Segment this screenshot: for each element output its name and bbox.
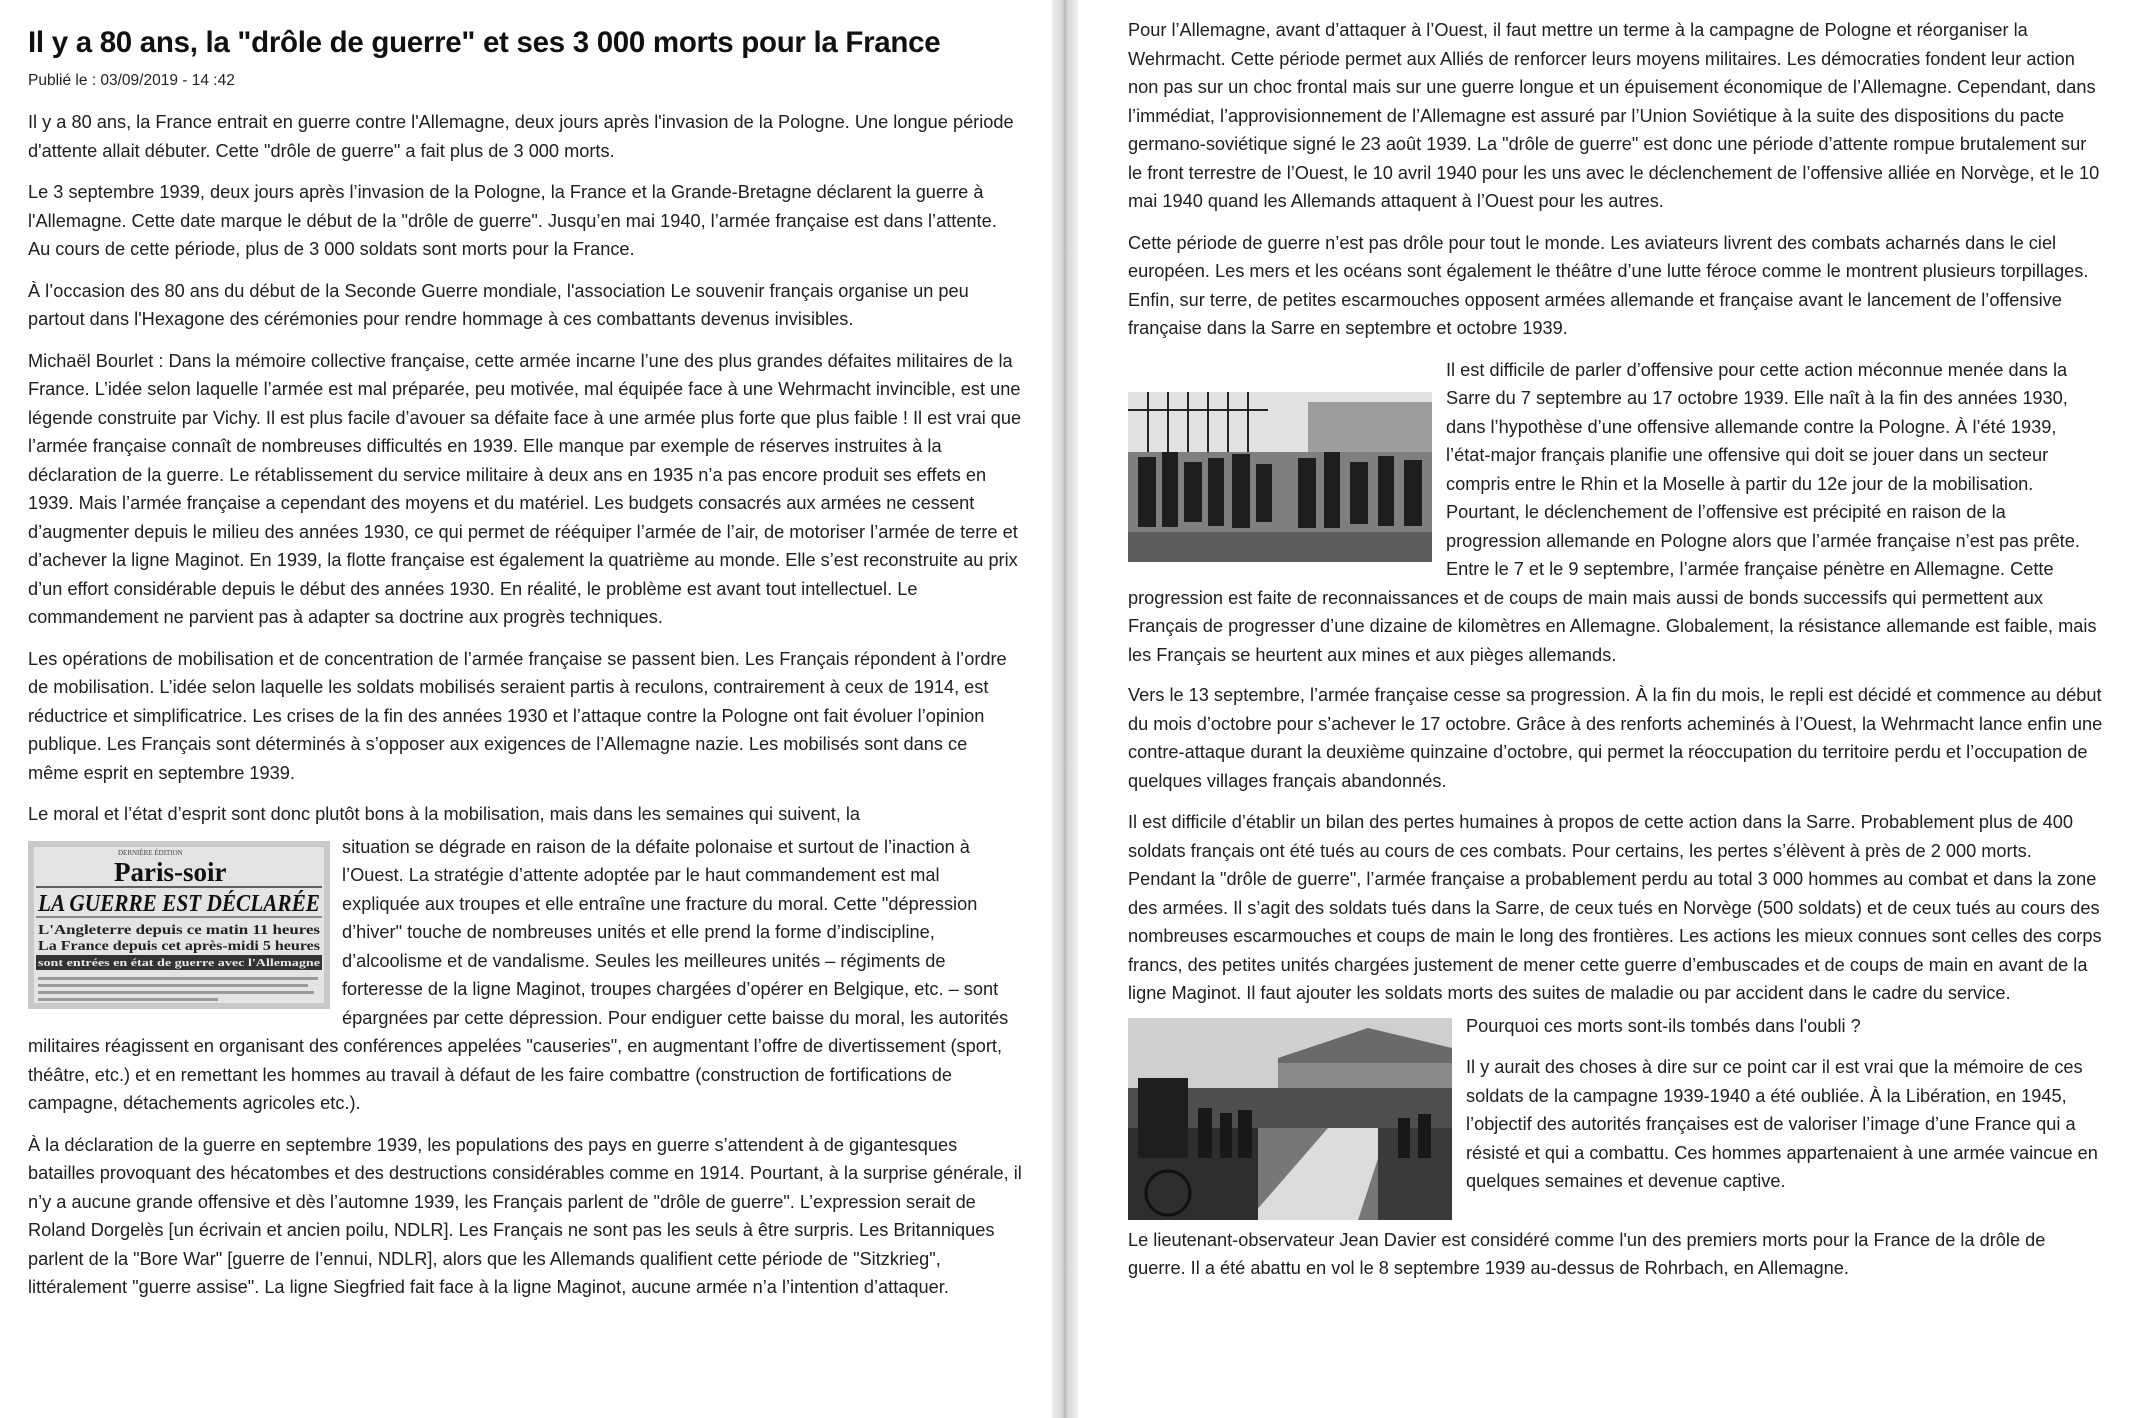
paragraph: Le 3 septembre 1939, deux jours après l’invasion de la Pologne, la France et la Grande-Bretagne déclarent la guerre à l'Allemagne. Cette date marque le début de la "drôle de guerre". Jusqu’en mai 1940, l’armée française est dans l’attente. Au cours de cette période, plus de 3 000 soldats sont morts pour la France. <box>28 182 997 259</box>
paragraph: À la déclaration de la guerre en septembre 1939, les populations des pays en guerre s’attendent à de gigantesques batailles provoquant des hécatombes et des destructions considérables comme en 1914. Pourtant, à la surprise générale, il n’y a aucune grande offensive et dès l’automne 1939, les Français parlent de "drôle de guerre". L’expression serait de Roland Dorgelès [un écrivain et ancien poilu, NDLR]. Les Français ne sont pas les seuls à être surpris. Les Britanniques parlent de la "Bore War" [guerre de l’ennui, NDLR], alors que les Allemands qualifient cette période de "Sitzkrieg", littéralement "guerre assise". La ligne Siegfried fait face à la ligne Maginot, aucune armée n’a l’intention d’attaquer. <box>28 1134 1022 1297</box>
paragraph: Le lieutenant-observateur Jean Davier est considéré comme l'un des premiers morts pour la France de la drôle de guerre. Il a été abattu en vol le 8 septembre 1939 au-dessus de Rohrbach, en Allemagne. <box>1128 1229 2046 1278</box>
publication-date: Publié le : 03/09/2019 - 14 :42 <box>28 72 235 89</box>
paragraph: Il y aurait des choses à dire sur ce point car il est vrai que la mémoire de ces soldats de la campagne 1939-1940 a été oubliée. À la Libération, en 1945, l’objectif des autorités françaises est de valoriser l’image d’une France qui a résisté et qui a combattu. Ces hommes appartenaient à une armée vaincue en quelques semaines et devenue captive. <box>1466 1057 2098 1191</box>
paragraph: Le moral et l’état d’esprit sont donc plutôt bons à la mobilisation, mais dans les semaines qui suivent, la <box>28 804 861 824</box>
right-page <box>1078 0 2136 1418</box>
paragraph: Il y a 80 ans, la France entrait en guerre contre l'Allemagne, deux jours après l'invasion de la Pologne. Une longue période d'attente allait débuter. Cette "drôle de guerre" a fait plus de 3 000 morts. <box>28 112 1014 161</box>
paragraph: Cette période de guerre n’est pas drôle pour tout le monde. Les aviateurs livrent des combats acharnés dans le ciel européen. Les mers et les océans sont également le théâtre d’une lutte féroce comme le montrent plusieurs torpillages. Enfin, sur terre, de petites escarmouches opposent armées allemande et française avant le lancement de l’offensive française dans la Sarre en septembre et octobre 1939. <box>1128 232 2089 338</box>
newspaper-edition: DERNIÈRE ÉDITION <box>118 848 183 857</box>
left-page <box>0 0 1052 1418</box>
paragraph: Il est difficile d’établir un bilan des pertes humaines à propos de cette action dans la Sarre. Probablement plus de 400 soldats français ont été tués au cours de ces combats. Pour certains, les pertes s’élèvent à près de 2 000 morts. Pendant la "drôle de guerre", l’armée française a probablement perdu au total 3 000 hommes au combat et dans la zone des armées. Il s’agit des soldats tués dans la Sarre, de ceux tués en Norvège (500 soldats) et de ceux tués au cours des nombreuses escarmouches et coups de main le long des frontières. Les actions les mieux connues sont celles des corps francs, des petites unités chargées justement de mener cette guerre d’embuscades et de coups de main en avant de la ligne Maginot. Il faut ajouter les soldats morts des suites de maladie ou par accident dans le cadre du service. <box>1128 812 2102 1003</box>
newspaper-headline: LA GUERRE EST DÉCLARÉE <box>37 890 321 917</box>
paragraph: Vers le 13 septembre, l’armée française cesse sa progression. À la fin du mois, le repli est décidé et commence au début du mois d’octobre pour s’achever le 17 octobre. Grâce à des renforts acheminés à l’Ouest, la Wehrmacht lance enfin une contre-attaque durant la deuxième quinzaine d’octobre, qui permet la réoccupation du territoire perdu et l’occupation de quelques villages français abandonnés. <box>1128 685 2103 791</box>
paragraph: Les opérations de mobilisation et de concentration de l’armée française se passent bien. Les Français répondent à l’ordre de mobilisation. L’idée selon laquelle les soldats mobilisés seraient partis à reculons, contrairement à ceux de 1914, est réductrice et simplificatrice. Les crises de la fin des années 1930 et l’attaque contre la Pologne ont fait évoluer l’opinion publique. Les Français sont déterminés à s’opposer aux exigences de l’Allemagne nazie. Les mobilisés sont dans ce même esprit en septembre 1939. <box>28 648 1007 783</box>
newspaper-masthead: Paris-soir <box>114 856 227 887</box>
newspaper-front-page-image <box>28 841 330 1009</box>
page-gutter <box>1052 0 1078 1418</box>
paragraph: Pourquoi ces morts sont-ils tombés dans l'oubli ? <box>1466 1015 1861 1036</box>
article-title: Il y a 80 ans, la "drôle de guerre" et ses 3 000 morts pour la France <box>28 26 941 59</box>
paragraph: Pour l’Allemagne, avant d’attaquer à l’Ouest, il faut mettre un terme à la campagne de Pologne et réorganiser la Wehrmacht. Cette période permet aux Alliés de renforcer leurs moyens militaires. Les démocraties fondent leur action non pas sur un choc frontal mais sur une guerre longue et un épuisement économique de l’Allemagne. Cependant, dans l’immédiat, l’approvisionnement de l’Allemagne est assuré par l’Union Soviétique à la suite des dispositions du pacte germano-soviétique signé le 23 août 1939. La "drôle de guerre" est donc une période d’attente rompue brutalement sur le front terrestre de l’Ouest, le 10 avril 1940 pour les uns avec le déclenchement de l’offensive alliée en Norvège, et le 10 mai 1940 quand les Allemands attaquent à l’Ouest pour les autres. <box>1128 20 2100 211</box>
newspaper-line-3: sont entrées en état de guerre avec l'Allemagne <box>38 956 321 969</box>
paragraph: Il est difficile de parler d’offensive pour cette action méconnue menée dans la Sarre du 7 septembre au 17 octobre 1939. Elle naît à la fin des années 1930, dans l’hypothèse d’une offensive allemande contre la Pologne. À l’été 1939, l’état-major français planifie une offensive qui doit se jouer dans un secteur compris entre le Rhin et la Moselle à partir du 12e jour de la mobilisation. Pourtant, le déclenchement de l’offensive est précipité en raison de la progression allemande en Pologne alors que l’armée française n’est pas prête. Entre le 7 et le 9 septembre, l’armée française pénètre en Allemagne. Cette progression est faite de reconnaissances et de coups de main mais aussi de bonds successifs qui permettent aux Français de progresser d’une dizaine de kilomètres en Allemagne. Globalement, la résistance allemande est faible, mais les Français se heurtent aux mines et aux pièges allemands. <box>1128 359 2097 665</box>
paragraph: Michaël Bourlet : Dans la mémoire collective française, cette armée incarne l’une des plus grandes défaites militaires de la France. L’idée selon laquelle l’armée est mal préparée, peu motivée, mal équipée face à une Wehrmacht invincible, est une légende construite par Vichy. Il est plus facile d’avouer sa défaite face à une armée plus forte que plus faible ! Il est vrai que l’armée française connaît de nombreuses difficultés en 1939. Elle manque par exemple de réserves instruites à la déclaration de la guerre. Le rétablissement du service militaire à deux ans en 1935 n’a pas encore produit ses effets en 1939. Mais l’armée française a cependant des moyens et du matériel. Les budgets consacrés aux armées ne cessent d’augmenter depuis le milieu des années 1930, ce qui permet de rééquiper l’armée de l’air, de motoriser l’armée de terre et d’achever la ligne Maginot. En 1939, la flotte française est également la quatrième au monde. Elle s’est reconstruite au prix d’un effort considérable depuis le début des années 1930. En réalité, le problème est avant tout intellectuel. Le commandement ne parvient pas à adapter sa doctrine aux progrès techniques. <box>28 350 1022 627</box>
soldiers-column-photo <box>1128 1018 1452 1220</box>
newspaper-line-1: L'Angleterre depuis ce matin 11 heures <box>38 922 321 938</box>
paragraph: situation se dégrade en raison de la défaite polonaise et surtout de l’inaction à l’Ouest. La stratégie d’attente adoptée par le haut commandement est mal expliquée aux troupes et elle entraîne une fracture du moral. Cette "dépression d’hiver" touche de nombreuses unités et elle prend la forme d’indiscipline, d’alcoolisme et de vandalisme. Seules les meilleures unités – régiments de forteresse de la ligne Maginot, troupes chargées d’opérer en Belgique, etc. – sont épargnées par cette dépression. Pour endiguer cette baisse du moral, les autorités militaires réagissent en organisant des conférences appelées "causeries", en augmentant l’offre de divertissement (sport, théâtre, etc.) et en remettant les hommes au travail à défaut de les faire combattre (construction de fortifications de campagne, détachements agricoles etc.). <box>28 836 1009 1113</box>
paragraph: À l’occasion des 80 ans du début de la Seconde Guerre mondiale, l'association Le souvenir français organise un peu partout dans l'Hexagone des cérémonies pour rendre hommage à ces combattants devenus invisibles. <box>28 280 969 329</box>
newspaper-line-2: La France depuis cet après-midi 5 heures <box>38 938 321 954</box>
soldiers-group-photo <box>1128 392 1432 562</box>
